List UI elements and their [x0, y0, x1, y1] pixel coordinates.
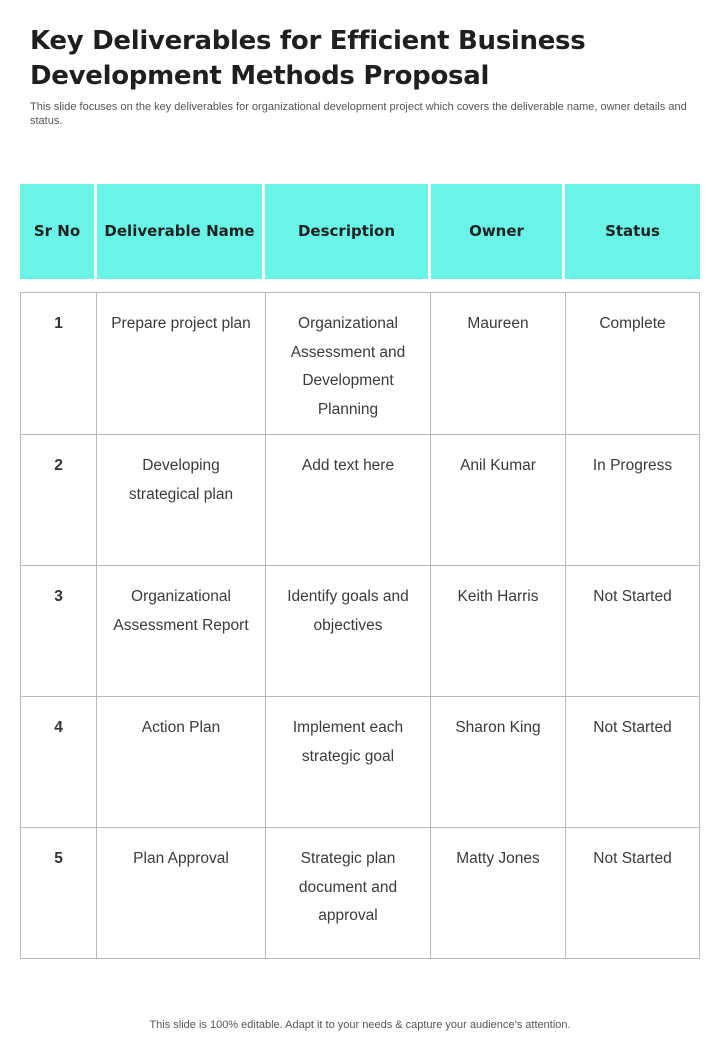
footer-note: This slide is 100% editable. Adapt it to your needs & capture your audience’s attention. [149, 1019, 571, 1031]
cell-deliverable: Prepare project plan [97, 293, 266, 435]
cell-deliverable: Organizational Assessment Report [97, 566, 266, 697]
cell-owner: Sharon King [431, 697, 566, 828]
header-sr-no: Sr No [20, 184, 94, 279]
cell-sr-no: 4 [21, 697, 97, 828]
cell-description: Implement each strategic goal [266, 697, 431, 828]
cell-deliverable: Action Plan [97, 697, 266, 828]
header-deliverable-name: Deliverable Name [97, 184, 262, 279]
cell-status: Complete [566, 293, 700, 435]
header-description: Description [265, 184, 428, 279]
table-row [21, 293, 700, 435]
table-row [21, 828, 700, 959]
cell-owner: Keith Harris [431, 566, 566, 697]
cell-status: Not Started [566, 828, 700, 959]
cell-deliverable: Developing strategical plan [97, 435, 266, 566]
cell-owner: Maureen [431, 293, 566, 435]
cell-status: Not Started [566, 566, 700, 697]
table-row [21, 435, 700, 566]
cell-sr-no: 3 [21, 566, 97, 697]
cell-owner: Anil Kumar [431, 435, 566, 566]
cell-sr-no: 2 [21, 435, 97, 566]
cell-status: In Progress [566, 435, 700, 566]
deliverables-table [20, 292, 700, 959]
cell-description: Organizational Assessment and Development Planning [266, 293, 431, 435]
cell-description: Add text here [266, 435, 431, 566]
header-status: Status [565, 184, 700, 279]
cell-status: Not Started [566, 697, 700, 828]
cell-sr-no: 5 [21, 828, 97, 959]
table-row [21, 697, 700, 828]
page-title: Key Deliverables for Efficient Business Development Methods Proposal [30, 26, 586, 91]
page-subtitle: This slide focuses on the key deliverables for organizational development project which covers the deliverable name, owner details and status. [30, 101, 687, 127]
header-owner: Owner [431, 184, 562, 279]
cell-description: Identify goals and objectives [266, 566, 431, 697]
table-header-row [20, 184, 700, 279]
table-row [21, 566, 700, 697]
cell-deliverable: Plan Approval [97, 828, 266, 959]
cell-owner: Matty Jones [431, 828, 566, 959]
cell-sr-no: 1 [21, 293, 97, 435]
cell-description: Strategic plan document and approval [266, 828, 431, 959]
